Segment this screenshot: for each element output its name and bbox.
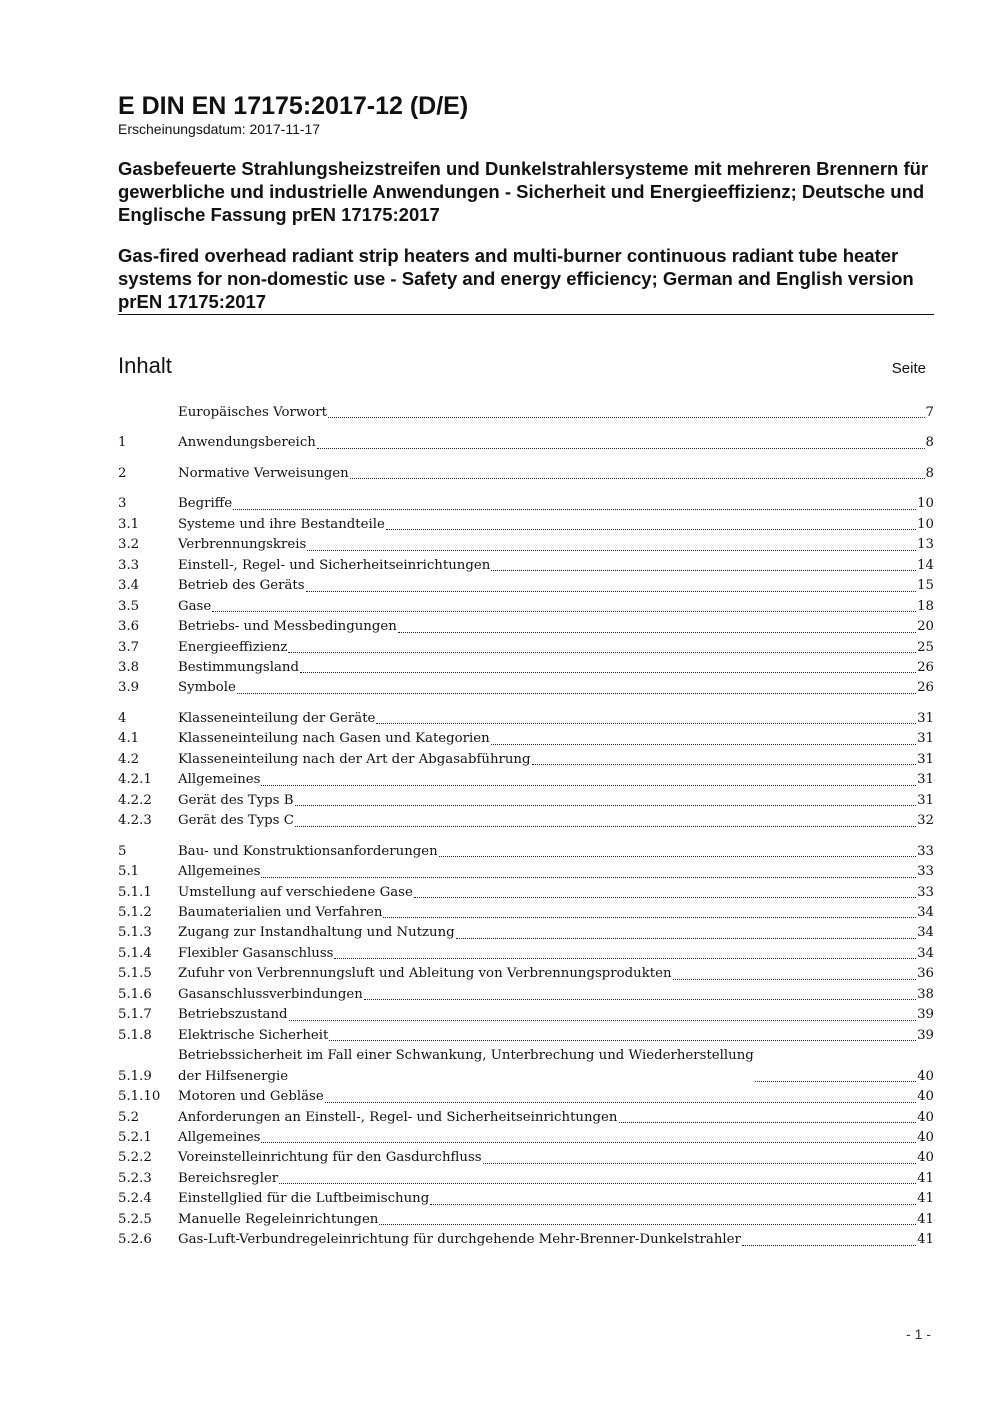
toc-entry-page: 32 [917,813,934,829]
toc-entry-title: Manuelle Regeleinrichtungen [178,1211,379,1227]
toc-entry[interactable] [118,597,934,617]
toc-entry-number: 5.1.4 [118,945,152,961]
toc-entry-page: 25 [917,639,934,655]
toc-dot-leader [456,938,916,939]
toc-dot-leader [306,591,917,592]
toc-entry-number: 4.2.3 [118,813,152,829]
toc-dot-leader [329,1040,916,1041]
toc-entry[interactable] [118,1148,934,1168]
toc-entry-page: 40 [917,1150,934,1166]
toc-title: Inhalt [118,353,172,378]
toc-dot-leader [237,693,916,694]
toc-entry-page: 13 [917,537,934,553]
toc-entry-page: 39 [917,1007,934,1023]
toc-entry-number: 2 [118,465,127,481]
toc-entry-title: Allgemeines [178,1129,261,1145]
toc-entry-title: Zugang zur Instandhaltung und Nutzung [178,925,455,941]
toc-dot-leader [742,1245,916,1246]
toc-entry-title: Verbrennungskreis [178,537,307,553]
toc-entry-page: 7 [925,405,934,420]
toc-entry[interactable] [118,862,934,882]
toc-entry-title: Einstellglied für die Luftbeimischung [178,1191,430,1207]
toc-entry-page: 33 [917,864,934,880]
toc-entry-title-line: der Hilfsenergie [178,1068,289,1084]
toc-entry[interactable] [118,464,934,484]
toc-entry[interactable] [118,1230,934,1250]
toc-entry[interactable] [118,729,934,749]
toc-entry[interactable] [118,883,934,903]
toc-entry-page: 34 [917,925,934,941]
toc-entry-number: 4 [118,710,127,726]
toc-entry-page: 18 [917,598,934,614]
toc-entry-number: 3.2 [118,537,140,553]
toc-entry-number: 5.1 [118,864,140,880]
toc-entry[interactable] [118,1108,934,1128]
toc-dot-leader [619,1122,917,1123]
toc-entry-page: 31 [917,751,934,767]
toc-entry-title: Gerät des Typs C [178,813,294,829]
toc-entry-number: 1 [118,435,127,451]
toc-entry-title: Gase [178,598,212,614]
toc-entry-number: 3.8 [118,659,140,675]
toc-entry[interactable] [118,1169,934,1189]
toc-entry-title: Betriebs- und Messbedingungen [178,619,397,635]
toc-entry-number: 4.1 [118,731,140,747]
toc-entry[interactable] [118,433,934,453]
toc-entry-page: 26 [917,659,934,675]
toc-entry[interactable] [118,576,934,596]
toc-entry-title: Anforderungen an Einstell-, Regel- und Sicherheitseinrichtungen [178,1109,618,1125]
toc-entry-number: 5.2 [118,1109,140,1125]
toc-entry[interactable] [118,403,934,423]
toc-entry[interactable] [118,535,934,555]
toc-entry[interactable] [118,638,934,658]
toc-entry-number: 5.1.2 [118,904,152,920]
toc-dot-leader [289,1020,917,1021]
toc-entry-title: Anwendungsbereich [178,435,316,451]
toc-entry-number: 3 [118,496,127,512]
toc-entry[interactable] [118,515,934,535]
toc-dot-leader [295,805,917,806]
toc-entry-page: 40 [917,1129,934,1145]
toc-entry-title: Energieeffizienz [178,639,288,655]
toc-entry-title: Systeme und ihre Bestandteile [178,516,385,532]
toc-entry-title: Motoren und Gebläse [178,1089,324,1105]
toc-entry-title: Bereichsregler [178,1170,279,1186]
toc-entry-page: 41 [917,1170,934,1186]
toc-entry-number: 5.2.2 [118,1150,152,1166]
footer-page-number: - 1 - [906,1326,931,1342]
toc-entry-title: Einstell-, Regel- und Sicherheitseinrichtungen [178,557,491,573]
toc-dot-leader [430,1204,916,1205]
toc-entry-title: Baumaterialien und Verfahren [178,904,383,920]
toc-entry-title: Klasseneinteilung nach Gasen und Kategorien [178,731,490,747]
toc-entry[interactable] [118,1087,934,1107]
toc-entry[interactable] [118,964,934,984]
toc-header [118,353,934,379]
toc-entry-title: Gasanschlussverbindungen [178,986,363,1002]
toc-entry-number: 3.5 [118,598,140,614]
toc-dot-leader [350,478,925,479]
toc-entry-number: 3.7 [118,639,140,655]
toc-dot-leader [334,958,916,959]
publication-date: Erscheinungsdatum: 2017-11-17 [118,121,321,137]
toc-entry-page: 39 [917,1027,934,1043]
toc-dot-leader [379,1224,916,1225]
toc-entry-page: 14 [917,557,934,573]
toc-dot-leader [325,1102,916,1103]
toc-entry-number: 3.3 [118,557,140,573]
toc-entry-title: Allgemeines [178,864,261,880]
toc-dot-leader [295,826,916,827]
toc-entry-title: Begriffe [178,496,233,512]
toc-dot-leader [386,529,916,530]
toc-entry-page: 41 [917,1211,934,1227]
toc-entry-title: Klasseneinteilung der Geräte [178,710,376,726]
toc-entry-page: 34 [917,904,934,920]
toc-entry-title: Klasseneinteilung nach der Art der Abgasabführung [178,751,531,767]
toc-dot-leader [261,877,916,878]
toc-entry-page: 31 [917,731,934,747]
toc-entry[interactable] [118,923,934,943]
toc-entry-number: 3.4 [118,578,140,594]
toc-entry-title: Europäisches Vorwort [178,405,327,420]
toc-dot-leader [755,1081,916,1082]
toc-dot-leader [364,999,916,1000]
toc-entry-page: 10 [917,496,934,512]
toc-entry-title: Betrieb des Geräts [178,578,305,594]
toc-entry-title: Gas-Luft-Verbundregeleinrichtung für durchgehende Mehr-Brenner-Dunkelstrahler [178,1232,741,1248]
toc-entry[interactable] [118,1128,934,1148]
toc-dot-leader [439,856,916,857]
title-english: Gas-fired overhead radiant strip heaters and multi-burner continuous radiant tube heater systems for non-domestic use - Safety and energy efficiency; German and English version prEN 17175:2017 [118,245,914,312]
document-page [118,92,934,1251]
toc-entry-page: 38 [917,986,934,1002]
toc-entry-number: 5.1.1 [118,884,152,900]
toc-entry-page: 8 [925,465,934,481]
table-of-contents [118,403,934,1251]
toc-entry-number: 5.2.6 [118,1232,152,1248]
toc-dot-leader [328,417,925,418]
toc-entry[interactable] [118,494,934,514]
toc-entry-title: Bau- und Konstruktionsanforderungen [178,843,438,859]
toc-entry-page: 8 [925,435,934,451]
toc-entry-title: Bestimmungsland [178,659,299,675]
toc-entry-number: 5.1.8 [118,1027,152,1043]
toc-entry-page: 41 [917,1232,934,1248]
toc-entry[interactable] [118,1026,934,1046]
toc-dot-leader [261,1142,916,1143]
toc-entry-title: Allgemeines [178,772,261,788]
header-divider [118,314,934,315]
toc-dot-leader [261,785,916,786]
toc-entry[interactable] [118,556,934,576]
toc-entry-title: Gerät des Typs B [178,792,294,808]
toc-entry-page: 31 [917,792,934,808]
toc-entry-page: 40 [917,1109,934,1125]
toc-dot-leader [300,672,916,673]
toc-dot-leader [279,1183,916,1184]
toc-dot-leader [491,570,916,571]
toc-entry-number: 5 [118,843,127,859]
toc-entry[interactable] [118,658,934,678]
toc-entry-page: 20 [917,619,934,635]
toc-page-column-label: Seite [891,360,926,377]
toc-entry-title: Umstellung auf verschiedene Gase [178,884,413,900]
toc-dot-leader [317,448,925,449]
toc-dot-leader [233,509,916,510]
toc-entry-title [178,1046,754,1087]
toc-entry-number: 3.1 [118,516,140,532]
toc-entry-title: Normative Verweisungen [178,465,349,481]
toc-dot-leader [398,632,916,633]
toc-entry[interactable] [118,985,934,1005]
toc-entry-title-line: Betriebssicherheit im Fall einer Schwankung, Unterbrechung und Wiederherstellung [178,1048,754,1064]
toc-entry[interactable] [118,944,934,964]
toc-entry[interactable] [118,709,934,729]
toc-entry-number: 5.2.1 [118,1129,152,1145]
toc-entry-page: 40 [917,1068,934,1084]
document-id: E DIN EN 17175:2017-12 (D/E) [118,92,469,120]
toc-dot-leader [383,917,916,918]
toc-entry-number: 3.6 [118,619,140,635]
toc-dot-leader [532,764,917,765]
toc-entry-page: 36 [917,966,934,982]
toc-dot-leader [673,979,917,980]
toc-entry[interactable] [118,791,934,811]
toc-entry-number: 3.9 [118,680,140,696]
toc-entry-page: 41 [917,1191,934,1207]
toc-entry[interactable] [118,811,934,831]
toc-entry[interactable] [118,750,934,770]
toc-dot-leader [376,723,916,724]
toc-entry[interactable] [118,770,934,790]
toc-entry-title: Voreinstelleinrichtung für den Gasdurchfluss [178,1150,482,1166]
title-german: Gasbefeuerte Strahlungsheizstreifen und Dunkelstrahlersysteme mit mehreren Brennern für gewerbliche und industrielle Anwendungen - Sicherheit und Energieeffizienz; Deutsche und Englische Fassung prEN 17175:2017 [118,158,929,225]
toc-entry-number: 5.1.5 [118,966,152,982]
toc-dot-leader [483,1163,916,1164]
toc-dot-leader [212,611,916,612]
toc-dot-leader [307,550,916,551]
toc-entry-page: 33 [917,843,934,859]
toc-entry-number: 5.2.5 [118,1211,152,1227]
toc-entry-page: 31 [917,710,934,726]
toc-entry-number: 4.2.1 [118,772,152,788]
toc-entry[interactable] [118,678,934,698]
toc-entry-number: 4.2.2 [118,792,152,808]
toc-dot-leader [288,652,916,653]
toc-entry-page: 40 [917,1089,934,1105]
toc-entry[interactable] [118,1046,934,1087]
toc-entry-page: 31 [917,772,934,788]
toc-entry-number: 5.1.10 [118,1089,161,1105]
toc-entry-number: 5.2.4 [118,1191,152,1207]
toc-dot-leader [414,897,916,898]
toc-entry-title: Zufuhr von Verbrennungsluft und Ableitung von Verbrennungsprodukten [178,966,672,982]
toc-entry-page: 10 [917,516,934,532]
toc-entry-page: 15 [917,578,934,594]
toc-entry-number: 5.1.3 [118,925,152,941]
toc-entry[interactable] [118,842,934,862]
toc-entry[interactable] [118,903,934,923]
toc-entry[interactable] [118,1005,934,1025]
toc-entry[interactable] [118,617,934,637]
toc-entry-page: 33 [917,884,934,900]
toc-entry[interactable] [118,1189,934,1209]
toc-entry-number: 5.1.7 [118,1007,152,1023]
toc-entry-number: 4.2 [118,751,140,767]
toc-entry-title: Betriebszustand [178,1007,288,1023]
toc-entry-page: 26 [917,680,934,696]
toc-dot-leader [491,744,916,745]
toc-entry-page: 34 [917,945,934,961]
toc-entry-title: Flexibler Gasanschluss [178,945,334,961]
toc-entry-title: Elektrische Sicherheit [178,1027,329,1043]
toc-entry[interactable] [118,1210,934,1230]
toc-entry-number: 5.1.6 [118,986,152,1002]
toc-entry-number: 5.2.3 [118,1170,152,1186]
toc-entry-title: Symbole [178,680,236,696]
toc-entry-number: 5.1.9 [118,1068,152,1084]
